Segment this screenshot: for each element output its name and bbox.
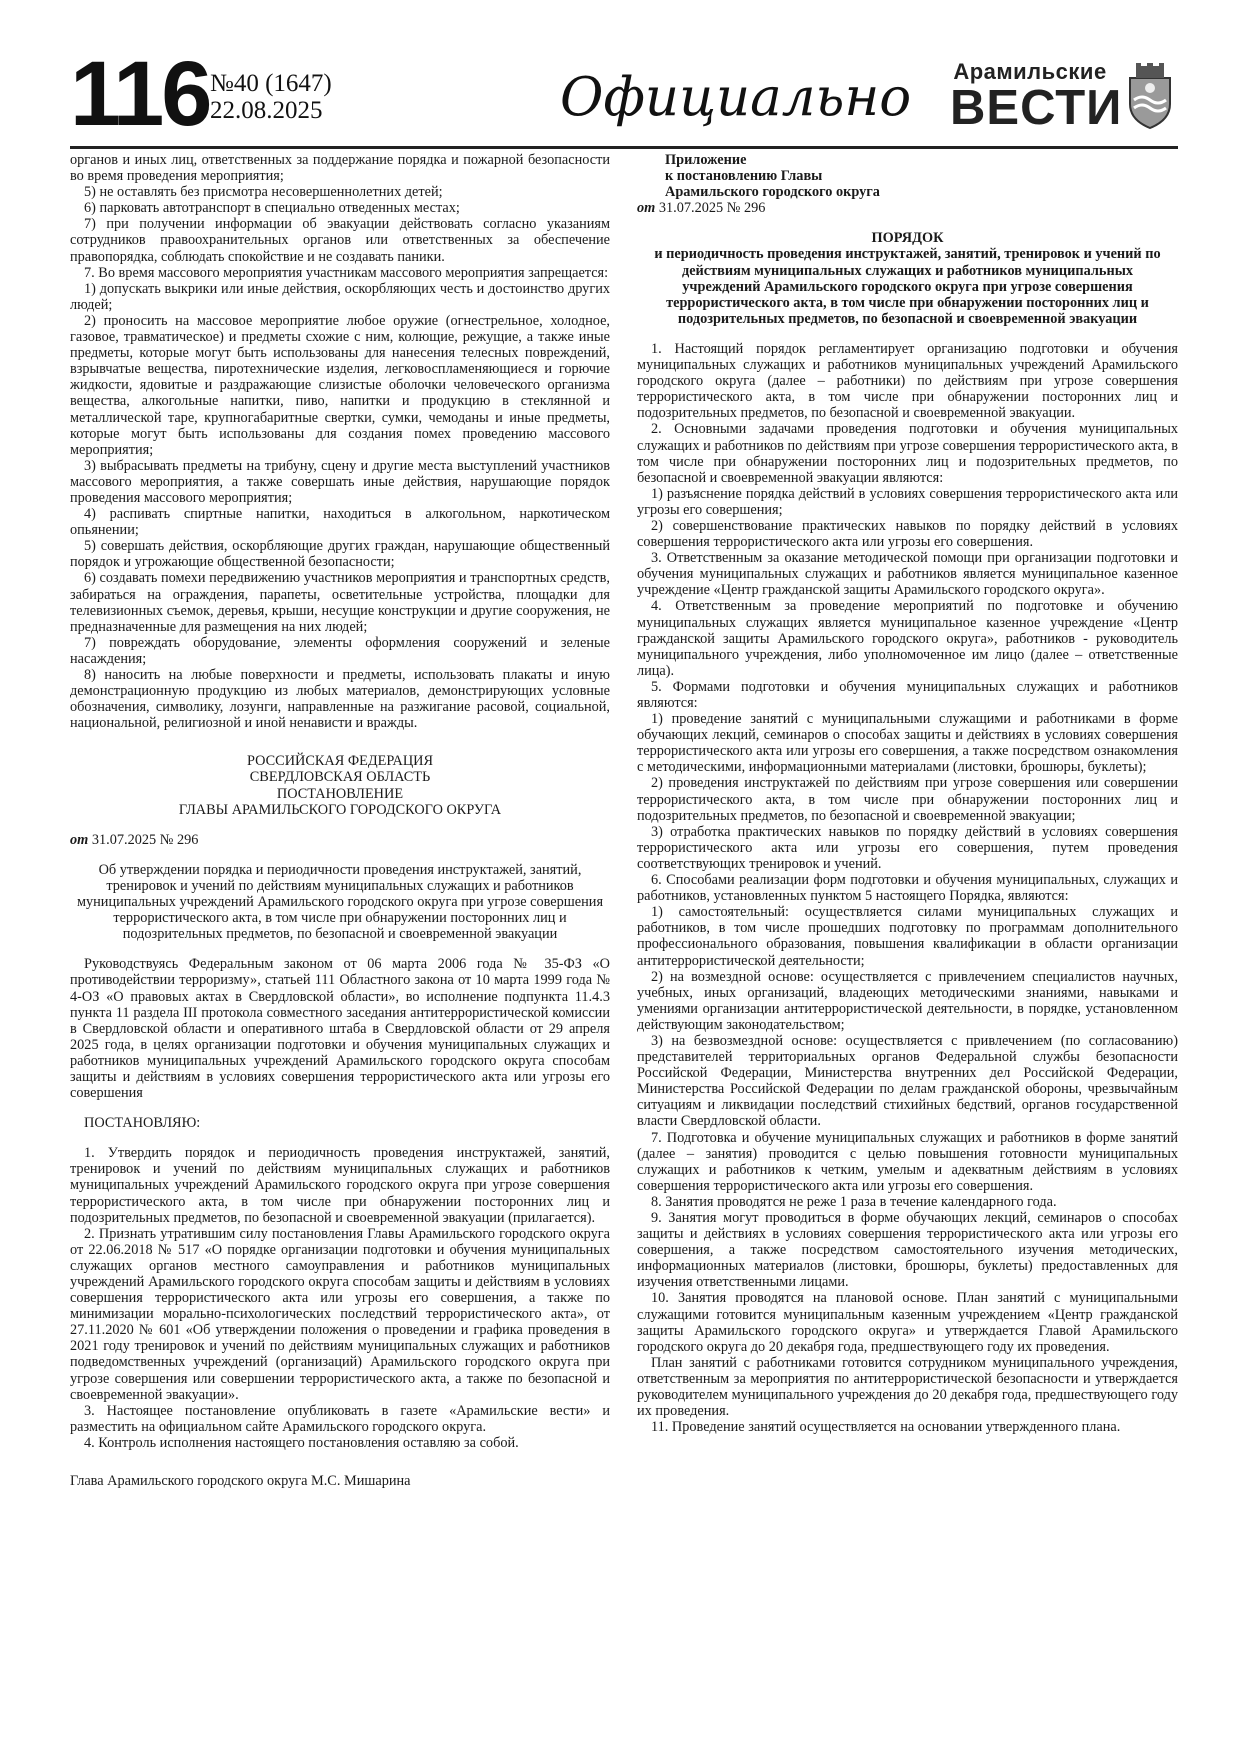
masthead	[70, 43, 1178, 145]
text-paragraph: 2) проносить на массовое мероприятие любое оружие (огнестрельное, холодное, газовое, травматическое) и предметы схожие с ним, колющие, режущие, а также иные предметы, которые могут быть использованы для нанесения телесных повреждений, взрывчатые вещества, пиротехнические изделия, легковоспламеняющиеся и горючие жидкости, ядовитые и раздражающие слизистые оболочки человеческого организма вещества, алкогольные напитки, пиво, напитки и продукцию в стеклянной и металлической таре, крупногабаритные свертки, сумки, чемоданы и иные предметы, которые могут быть использованы для создания помех проведению массового мероприятия;	[70, 312, 610, 458]
order-paragraph: 8. Занятия проводятся не реже 1 раза в течение календарного года.	[651, 1193, 1057, 1210]
issue-number: №40 (1647)	[210, 70, 332, 97]
text-paragraph: 3) выбрасывать предметы на трибуну, сцену и другие места выступлений участников массового мероприятия, а также совершать иные действия, нарушающие порядок проведения массового мероприятия;	[70, 457, 610, 506]
appendix-date-value: 31.07.2025 № 296	[658, 200, 766, 217]
decree-heading-line: СВЕРДЛОВСКАЯ ОБЛАСТЬ	[249, 769, 431, 786]
decree-heading-line: ГЛАВЫ АРАМИЛЬСКОГО ГОРОДСКОГО ОКРУГА	[178, 801, 502, 818]
decree-heading-line: ПОСТАНОВЛЕНИЕ	[276, 785, 404, 802]
order-paragraph: 3) на безвозмездной основе: осуществляется с привлечением (по согласованию) представителей территориальных органов Федеральной службы безопасности Российской Федерации, Министерства внутренних дел Российской Федерации, Министерства Российской Федерации по делам гражданской обороны, чрезвычайным ситуациям и ликвидации последствий стихийных бедствий, органов государственной власти Свердловской области.	[637, 1032, 1178, 1130]
text-paragraph: 1) допускать выкрики или иные действия, оскорбляющих честь и достоинство других людей;	[70, 280, 610, 313]
text-paragraph: 6) создавать помехи передвижению участников мероприятия и транспортных средств, забираться на ограждения, парапеты, осветительные устройства, площадки для телевизионных съемок, деревья, крыши, несущие конструкции и другие сооружения, не предназначенные для размещения на них людей;	[70, 570, 610, 635]
page-number: 116	[70, 43, 210, 145]
text-paragraph: 6) парковать автотранспорт в специально отведенных местах;	[84, 200, 460, 217]
text-paragraph: 8) наносить на любые поверхности и предметы, использовать плакаты и иную демонстрационную продукцию из любых материалов, демонстрирующих условные обозначения, символику, лозунги, направленные на разжигание расовой, социальной, национальной, религиозной и иной ненависти и вражды.	[70, 667, 610, 732]
decree-date-prefix: от	[70, 831, 89, 848]
order-paragraph: 10. Занятия проводятся на плановой основе. План занятий с муниципальными служащими готовится муниципальным казенным учреждением «Центр гражданской защиты Арамильского городского округа» и утверждается Главой Арамильского городского округа до 20 декабря года, предшествующего году их проведения.	[637, 1290, 1178, 1355]
text-paragraph: органов и иных лиц, ответственных за поддержание порядка и пожарной безопасности во время проведения мероприятия;	[70, 152, 610, 185]
order-paragraph: 9. Занятия могут проводиться в форме обучающих лекций, семинаров о способах защиты и действиях в условиях совершения террористического акта или угрозы его совершения, а также посредством самостоятельного изучения методических, информационных материалов (листовки, брошюры, буклеты) предоставленных для изучения ответственными лицами.	[637, 1210, 1178, 1291]
order-paragraph: 6. Способами реализации форм подготовки и обучения муниципальных, служащих и работников, установленных пунктом 5 настоящего Порядка, являются:	[637, 872, 1178, 905]
text-paragraph: 7. Во время массового мероприятия участникам массового мероприятия запрещается:	[84, 264, 609, 281]
appendix-line: Приложение	[665, 152, 747, 168]
issue-info	[210, 70, 332, 124]
order-paragraph: 3. Ответственным за оказание методической помощи при организации подготовки и обучения муниципальных служащих и работников является муниципальное казенное учреждение «Центр гражданской защиты Арамильского городского округа».	[637, 550, 1178, 599]
text-paragraph: 7) повреждать оборудование, элементы оформления сооружений и зеленые насаждения;	[70, 634, 610, 667]
decree-date	[70, 832, 610, 848]
order-paragraph: План занятий с работниками готовится сотрудником муниципального учреждения, ответственным за мероприятия по антитеррористической безопасности и утверждается руководителем муниципального учреждения до 20 декабря года, предшествующего году их проведения.	[637, 1354, 1178, 1420]
order-paragraph: 1. Настоящий порядок регламентирует организацию подготовки и обучения муниципальных служащих и работников муниципальных учреждений Арамильского городского округа (далее – работники) по действиям при угрозе совершения террористического акта, в том числе при обнаружении посторонних лиц и подозрительных предметов, по безопасной и своевременной эвакуации.	[637, 340, 1178, 422]
decree-item: 4. Контроль исполнения настоящего постановления оставляю за собой.	[84, 1434, 519, 1451]
order-paragraph: 7. Подготовка и обучение муниципальных служащих и работников в форме занятий (далее – занятия) проводится с целью повышения готовности муниципальных служащих и работников к четким, умелым и адекватным действиям в условиях совершения террористического акта или угрозы его совершения.	[637, 1129, 1178, 1194]
order-paragraph: 1) разъяснение порядка действий в условиях совершения террористического акта или угрозы его совершения;	[637, 485, 1178, 518]
header-rule	[70, 146, 1178, 149]
decree-title: Об утверждении порядка и периодичности проведения инструктажей, занятий, тренировок и учений по действиям муниципальных служащих и работников муниципальных учреждений Арамильского городского округа при угрозе совершения террористического акта, в том числе при обнаружении посторонних лиц и подозрительных предметов, по безопасной и своевременной эвакуации	[76, 861, 604, 943]
order-paragraph: 2) на возмездной основе: осуществляется с привлечением специалистов научных, учебных, иных организаций, владеющих методическими знаниями, навыками и умениями организации антитеррористической деятельности, в порядке, установленном действующим законодательством;	[637, 968, 1178, 1033]
text-paragraph: 7) при получении информации об эвакуации действовать согласно указаниям сотрудников правоохранительных органов или ответственных за обеспечение правопорядка, соблюдать спокойствие и не создавать паники.	[70, 216, 610, 265]
order-paragraph: 2) совершенствование практических навыков по порядку действий в условиях совершения террористического акта или угрозы его совершения.	[637, 517, 1178, 551]
newspaper-logo	[950, 59, 1123, 135]
appendix-block	[637, 152, 1178, 200]
left-column	[70, 152, 610, 1489]
decree-date-value: 31.07.2025 № 296	[91, 831, 199, 848]
coat-of-arms-icon	[1122, 60, 1178, 130]
decree-heading-line: РОССИЙСКАЯ ФЕДЕРАЦИЯ	[247, 753, 433, 770]
order-paragraph: 1) проведение занятий с муниципальными служащими и работниками в форме обучающих лекций, семинаров о способах защиты и действиях в условиях совершения террористического акта или угрозы его совершения, а также посредством ознакомления с методическими, информационными материалами (листовки, брошюры, буклеты);	[637, 711, 1178, 776]
text-paragraph: 4) распивать спиртные напитки, находиться в алкогольном, наркотическом опьянении;	[70, 506, 610, 539]
order-paragraph: 5. Формами подготовки и обучения муниципальных служащих и работников являются:	[637, 678, 1178, 711]
appendix-line: Арамильского городского округа	[665, 184, 880, 201]
section-title: Официально	[560, 67, 912, 128]
text-paragraph: 5) не оставлять без присмотра несовершеннолетних детей;	[84, 184, 443, 201]
decree-item: 2. Признать утратившим силу постановления Главы Арамильского городского округа от 22.06.2018 № 517 «О порядке организации подготовки и обучения муниципальных служащих органов местного самоуправления и работников муниципальных учреждений Арамильского городского округа способам защиты и действиям в условиях совершения террористического акта или угрозы его совершения, а также по минимизации морально-психологических последствий террористического акта», от 27.11.2020 № 601 «Об утверждении положения о проведении и графика проведения в 2021 году тренировок и учений по действиям муниципальных служащих и работников подведомственных учреждений (организаций) Арамильского городского округа при угрозе совершения или совершении террористического акта, а также по безопасной и своевременной эвакуации».	[70, 1225, 610, 1403]
decree-resolve: ПОСТАНОВЛЯЮ:	[84, 1115, 201, 1132]
decree-preamble: Руководствуясь Федеральным законом от 06 марта 2006 года № 35-ФЗ «О противодействии терроризму», статьей 111 Областного закона от 10 марта 1999 года № 4-ОЗ «О правовых актах в Свердловской области», во исполнение подпункта 11.4.3 пункта 11 раздела III протокола совместного заседания антитеррористической комиссии в Свердловской области и оперативного штаба в Свердловской области от 29 апреля 2025 года, в целях организации подготовки и обучения муниципальных служащих и работников муниципальных учреждений Арамильского городского округа способам защиты и действиям в условиях совершения террористического акта или угрозы его совершения	[70, 956, 610, 1102]
appendix-date	[637, 200, 1178, 216]
appendix-date-prefix: от	[637, 200, 656, 217]
logo-top-text: Арамильские	[953, 59, 1107, 84]
text-paragraph: 5) совершать действия, оскорбляющие других граждан, нарушающие общественный порядок и угрожающие общественной безопасности;	[70, 538, 610, 571]
order-paragraph: 2. Основными задачами проведения подготовки и обучения муниципальных служащих и работников по действиям при угрозе совершения террористического акта, в том числе при обнаружении посторонних лиц и подозрительных предметов, по безопасной и своевременной эвакуации являются:	[637, 421, 1178, 486]
order-paragraph: 3) отработка практических навыков по порядку действий в условиях совершения террористического акта или угрозы его совершения, путем проведения соответствующих тренировок и учений.	[637, 823, 1178, 872]
signature: Глава Арамильского городского округа М.С. Мишарина	[70, 1473, 411, 1490]
issue-date: 22.08.2025	[210, 97, 323, 124]
order-paragraph: 4. Ответственным за проведение мероприятий по подготовке и обучению муниципальных служащих является муниципальное казенное учреждение «Центр гражданской защиты Арамильского городского округа», работников - руководитель муниципального учреждения, либо уполномоченное им лицо (далее – ответственные лица).	[637, 598, 1178, 679]
decree-item: 1. Утвердить порядок и периодичность проведения инструктажей, занятий, тренировок и учений по действиям муниципальных служащих и работников муниципальных учреждений Арамильского городского округа при угрозе совершения террористического акта, в том числе при обнаружении посторонних лиц и подозрительных предметов, по безопасной и своевременной эвакуации (прилагается).	[70, 1145, 610, 1226]
order-paragraph: 11. Проведение занятий осуществляется на основании утвержденного плана.	[651, 1419, 1121, 1436]
logo-bottom-text: ВЕСТИ	[950, 81, 1123, 135]
order-subtitle: и периодичность проведения инструктажей, занятий, тренировок и учений по действиям муниципальных служащих и работников муниципальных учреждений Арамильского городского округа при угрозе совершения террористического акта, в том числе при обнаружении посторонних лиц и подозрительных предметов, по безопасной и своевременной эвакуации	[654, 246, 1161, 327]
order-paragraph: 1) самостоятельный: осуществляется силами муниципальных служащих и работников, в том числе прошедших подготовку по программам дополнительного профессионального образования, повышения квалификации в области организации антитеррористической деятельности;	[637, 904, 1178, 969]
right-column	[637, 152, 1178, 1435]
decree-item: 3. Настоящее постановление опубликовать в газете «Арамильские вести» и разместить на официальном сайте Арамильского городского округа.	[70, 1402, 610, 1435]
appendix-line: к постановлению Главы	[665, 168, 823, 185]
order-title: ПОРЯДОК	[871, 230, 944, 247]
order-paragraph: 2) проведения инструктажей по действиям при угрозе совершения или совершении террористического акта, в том числе при обнаружении посторонних лиц и подозрительных предметов, по безопасной и своевременной эвакуации;	[637, 775, 1178, 824]
